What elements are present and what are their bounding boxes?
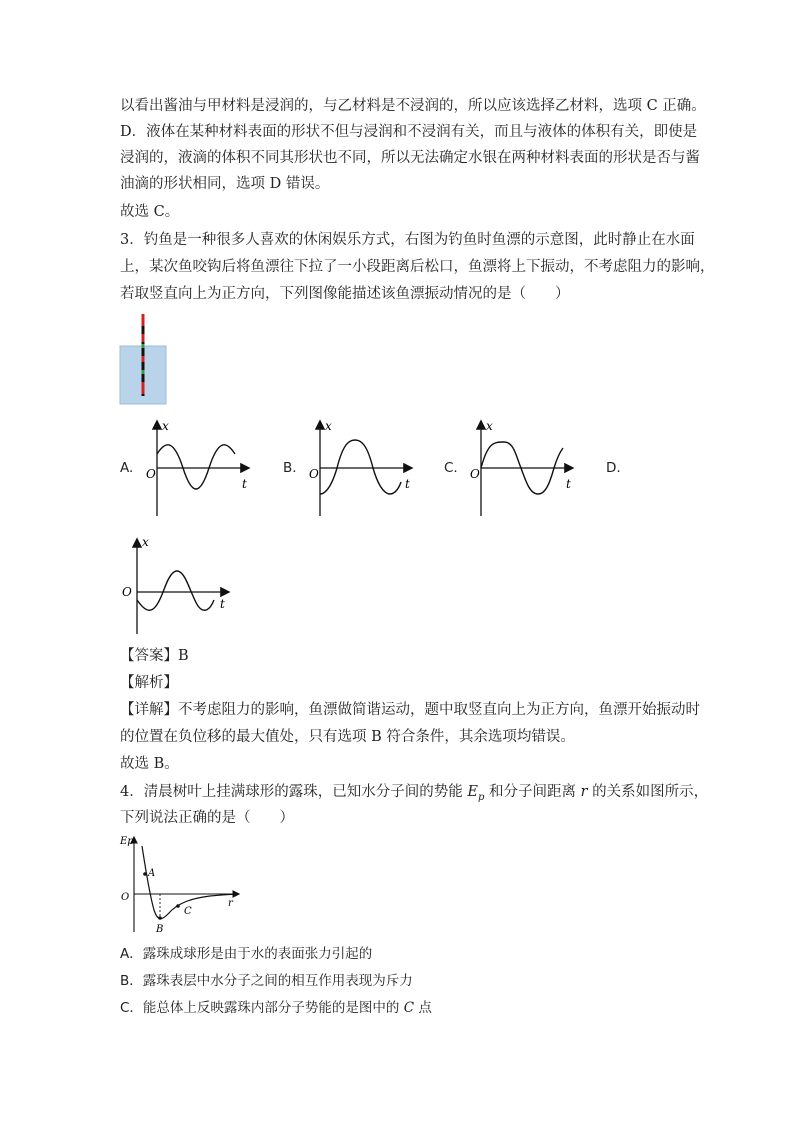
svg-text:C: C xyxy=(184,906,192,917)
svg-text:t: t xyxy=(242,477,247,491)
svg-text:t: t xyxy=(566,477,571,491)
conclusion-text: 故选 B。 xyxy=(120,756,179,772)
answer-text: 【答案】B xyxy=(120,648,189,664)
point-c xyxy=(176,904,180,908)
detail-text: 的位置在负位移的最大值处，只有选项 B 符合条件，其余选项均错误。 xyxy=(120,729,575,745)
svg-text:O: O xyxy=(121,892,130,903)
choice-a[interactable]: A．露珠成球形是由于水的表面张力引起的 xyxy=(120,946,373,962)
text-line: D．液体在某种材料表面的形状不但与浸润和不浸润有关，而且与液体的体积有关，即使是 xyxy=(120,124,698,140)
svg-text:A: A xyxy=(148,868,156,879)
potential-energy-graph xyxy=(118,832,244,936)
svg-text:x: x xyxy=(486,419,493,433)
wave-curve xyxy=(157,445,235,489)
svg-text:t: t xyxy=(220,597,225,611)
question-3-text: 3．钓鱼是一种很多人喜欢的休闲娱乐方式，右图为钓鱼时鱼漂的示意图，此时静止在水面 xyxy=(120,232,695,248)
question-4-text: 4．清晨树叶上挂满球形的露珠，已知水分子间的势能 $E_p$ 和分子间距离 r 的关系如图所示， xyxy=(120,784,709,803)
option-a-graph[interactable] xyxy=(140,416,258,522)
text-line: 浸润的，液滴的体积不同其形状也不同，所以无法确定水银在两种材料表面的形状是否与酱 xyxy=(120,150,700,166)
detail-text: 【详解】不考虑阻力的影响，鱼漂做简谐运动，题中取竖直向上为正方向，鱼漂开始振动时 xyxy=(120,702,700,718)
option-d-label[interactable]: D. xyxy=(606,460,621,476)
svg-text:O: O xyxy=(309,467,319,481)
option-a-label[interactable]: A. xyxy=(120,460,134,476)
svg-text:O: O xyxy=(470,467,480,481)
question-3-text: 若取竖直向上为正方向，下列图像能描述该鱼漂振动情况的是（ ） xyxy=(120,286,570,302)
svg-text:B: B xyxy=(156,924,164,935)
conclusion-text: 故选 C。 xyxy=(120,204,180,220)
option-d-graph[interactable] xyxy=(120,534,238,640)
option-b-label[interactable]: B. xyxy=(283,460,297,476)
option-c-graph[interactable] xyxy=(464,416,582,522)
fishing-float-figure xyxy=(118,312,170,408)
wave-curve xyxy=(137,571,214,610)
text-line: 油滴的形状相同，选项 D 错误。 xyxy=(120,176,330,192)
svg-text:t: t xyxy=(405,477,410,491)
svg-text:O: O xyxy=(146,467,156,481)
svg-text:Ep: Ep xyxy=(120,836,134,847)
choice-b[interactable]: B．露珠表层中水分子之间的相互作用表现为斥力 xyxy=(120,973,413,989)
svg-text:O: O xyxy=(122,585,132,599)
point-a xyxy=(143,872,147,876)
text-line: 以看出酱油与甲材料是浸润的，与乙材料是不浸润的，所以应该选择乙材料，选项 C 正确。 xyxy=(120,98,706,114)
point-b xyxy=(158,916,162,920)
analysis-heading: 【解析】 xyxy=(120,675,178,691)
question-4-text: 下列说法正确的是（ ） xyxy=(120,810,294,826)
svg-text:x: x xyxy=(142,535,149,549)
question-3-text: 上，某次鱼咬钩后将鱼漂往下拉了一小段距离后松口，鱼漂将上下振动，不考虑阻力的影响， xyxy=(120,259,715,275)
wave-curve xyxy=(320,440,401,494)
option-b-graph[interactable] xyxy=(303,416,421,522)
option-c-label[interactable]: C. xyxy=(444,460,458,476)
svg-text:x: x xyxy=(325,419,332,433)
svg-text:x: x xyxy=(162,419,169,433)
choice-c[interactable]: C．能总体上反映露珠内部分子势能的是图中的 C 点 xyxy=(120,1000,432,1016)
svg-text:r: r xyxy=(228,898,233,909)
